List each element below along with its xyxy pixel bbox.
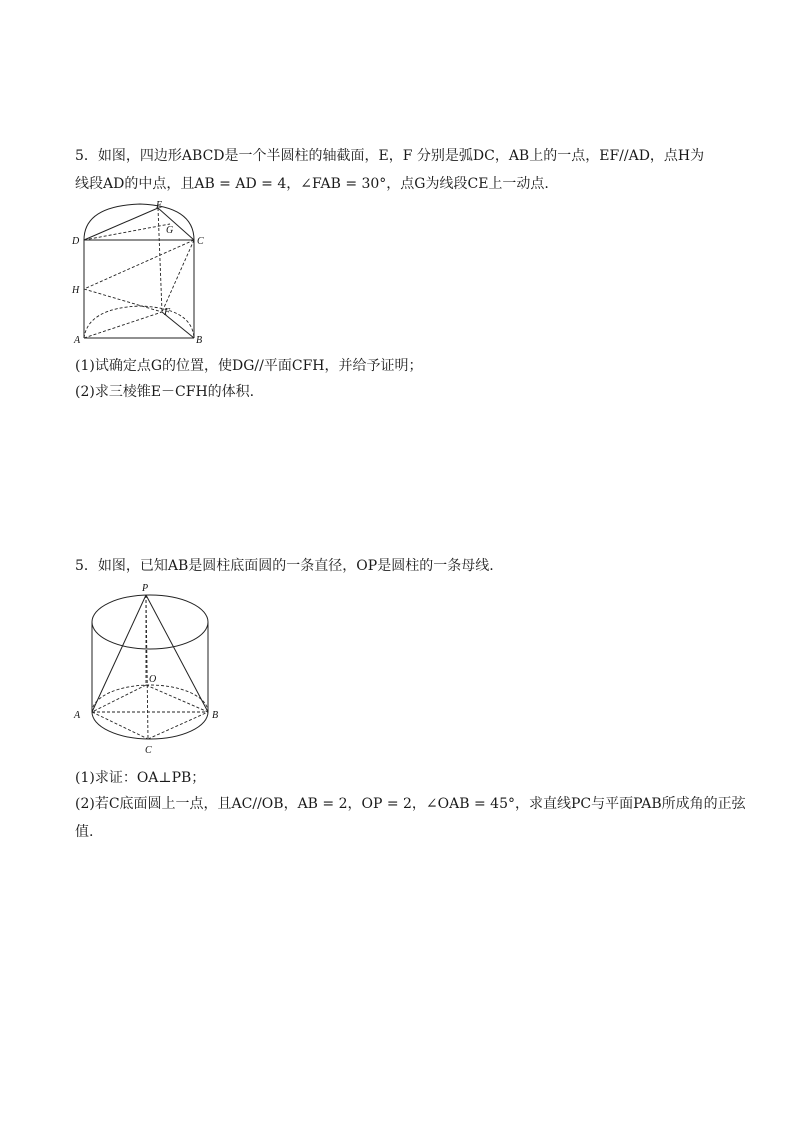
segment-DG: [84, 224, 170, 240]
problem2-line1: 5．如图，已知AB是圆柱底面圆的一条直径，OP是圆柱的一条母线.: [75, 558, 494, 574]
label-F: F: [164, 307, 171, 318]
label-C: C: [197, 236, 204, 247]
label-D: D: [72, 236, 80, 247]
label-G: G: [166, 225, 174, 236]
segment-CF: [162, 240, 194, 312]
label-E: E: [156, 200, 163, 211]
segment-CB: [148, 712, 208, 739]
problem1-line2: 线段AD的中点，且AB = AD = 4，∠FAB = 30°，点G为线段CE上一动点.: [75, 176, 549, 192]
segment-PA: [92, 595, 146, 712]
problem2-question2-line2: 值.: [75, 824, 94, 840]
label-A: A: [74, 710, 81, 721]
label-B: B: [212, 710, 219, 721]
problem1-figure: [70, 200, 210, 350]
label-A: A: [74, 335, 81, 346]
segment-HF: [84, 289, 162, 312]
problem2-question1: (1)求证：OA⊥PB；: [75, 770, 206, 786]
segment-ED: [84, 208, 158, 240]
label-H: H: [72, 285, 80, 296]
segment-EF: [158, 208, 162, 312]
segment-AF: [84, 312, 162, 338]
problem2-question2-line1: (2)若C底面圆上一点，且AC//OB，AB = 2，OP = 2，∠OAB = 45°，求直线PC与平面PAB所成角的正弦: [75, 796, 746, 812]
label-O: O: [149, 674, 157, 685]
label-P: P: [142, 583, 149, 594]
problem2-figure: [70, 582, 230, 757]
label-B: B: [196, 335, 203, 346]
bottom-ellipse-back: [92, 685, 208, 712]
problem1-line1: 5．如图，四边形ABCD是一个半圆柱的轴截面，E，F 分别是弧DC，AB上的一点，EF//AD，点H为: [75, 148, 705, 164]
problem1-question2: (2)求三棱锥E－CFH的体积.: [75, 384, 255, 400]
bottom-arc: [84, 306, 194, 338]
label-C: C: [145, 745, 152, 756]
segment-PB: [146, 595, 208, 712]
problem1-question1: (1)试确定点G的位置，使DG//平面CFH，并给予证明；: [75, 358, 423, 374]
segment-OB: [146, 685, 208, 712]
segment-EC: [158, 208, 194, 240]
bottom-ellipse-front: [92, 712, 208, 739]
segment-CH: [84, 240, 194, 289]
top-arc: [84, 204, 194, 240]
